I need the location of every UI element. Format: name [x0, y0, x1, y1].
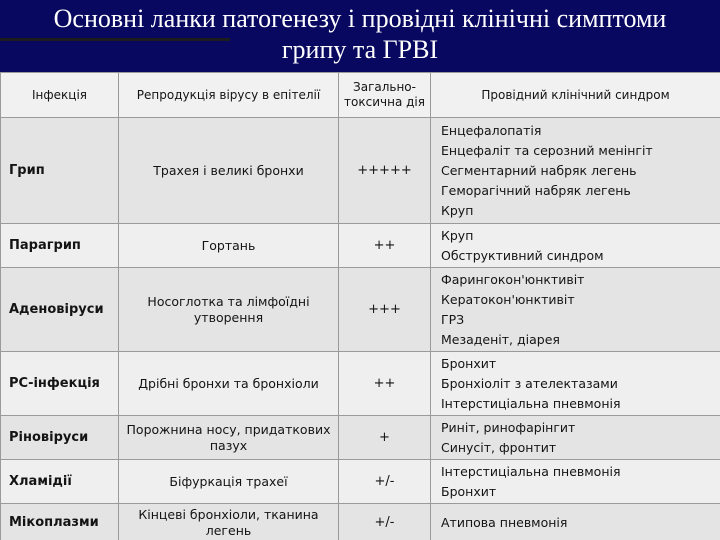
cell-reproduction: Гортань: [119, 224, 339, 268]
cell-infection: Мікоплазми: [1, 504, 119, 540]
cell-infection: Хламідії: [1, 460, 119, 504]
syndrome-item: Бронхит: [441, 483, 497, 499]
cell-syndrome: [431, 268, 720, 352]
table-row: [1, 352, 720, 416]
cell-toxic: ++: [339, 224, 431, 268]
cell-infection: Аденовіруси: [1, 268, 119, 352]
cell-syndrome: [431, 352, 720, 416]
table-header-row: [1, 73, 720, 118]
syndrome-item: Круп: [441, 202, 474, 218]
cell-toxic: +: [339, 416, 431, 460]
syndrome-item: Обструктивний синдром: [441, 247, 604, 263]
cell-reproduction: Дрібні бронхи та бронхіоли: [119, 352, 339, 416]
syndrome-item: Енцефаліт та серозний менінгіт: [441, 142, 653, 158]
cell-infection: РС-інфекція: [1, 352, 119, 416]
cell-syndrome: [431, 460, 720, 504]
cell-toxic: +++: [339, 268, 431, 352]
cell-syndrome: [431, 118, 720, 224]
cell-toxic: +/-: [339, 504, 431, 540]
header-toxic: [339, 73, 431, 118]
table-row: [1, 268, 720, 352]
syndrome-item: Круп: [441, 227, 474, 243]
syndrome-item: Риніт, ринофарінгит: [441, 419, 576, 435]
table-row: [1, 118, 720, 224]
table-body: [1, 118, 720, 540]
syndrome-item: Сегментарний набряк легень: [441, 162, 637, 178]
syndrome-item: Атипова пневмонія: [441, 514, 568, 530]
syndrome-item: Енцефалопатія: [441, 122, 542, 138]
syndrome-item: Мезаденіт, діарея: [441, 331, 560, 347]
header-toxic-line-2: токсична дія: [344, 95, 425, 109]
cell-infection: Грип: [1, 118, 119, 224]
pathogenesis-table: [0, 72, 720, 540]
syndrome-item: Геморагічний набряк легень: [441, 182, 631, 198]
table-row: [1, 416, 720, 460]
header-reproduction: Репродукція вірусу в епітелії: [119, 73, 339, 118]
syndrome-item: Бронхіоліт з ателектазами: [441, 375, 618, 391]
cell-infection: Парагрип: [1, 224, 119, 268]
table-row: [1, 460, 720, 504]
cell-reproduction: Порожнина носу, придаткових пазух: [119, 416, 339, 460]
cell-reproduction: Носоглотка та лімфоїдні утворення: [119, 268, 339, 352]
slide-title: [0, 0, 720, 68]
cell-syndrome: [431, 504, 720, 540]
syndrome-item: Синусіт, фронтит: [441, 439, 557, 455]
cell-reproduction: Трахея і великі бронхи: [119, 118, 339, 224]
syndrome-item: Фарингокон'юнктивіт: [441, 271, 585, 287]
cell-toxic: +/-: [339, 460, 431, 504]
cell-syndrome: [431, 224, 720, 268]
header-syndrome: Провідний клінічний синдром: [431, 73, 720, 118]
syndrome-item: Інтерстиціальна пневмонія: [441, 395, 621, 411]
cell-infection: Ріновіруси: [1, 416, 119, 460]
table-row: [1, 224, 720, 268]
syndrome-item: Кератокон'юнктивіт: [441, 291, 575, 307]
table-row: [1, 504, 720, 540]
title-line-2: грипу та ГРВІ: [281, 35, 439, 64]
cell-toxic: +++++: [339, 118, 431, 224]
syndrome-item: ГРЗ: [441, 311, 465, 327]
cell-reproduction: Біфуркація трахеї: [119, 460, 339, 504]
header-infection: Інфекція: [1, 73, 119, 118]
syndrome-item: Бронхит: [441, 355, 497, 371]
header-toxic-line-1: Загально-: [353, 80, 416, 94]
cell-toxic: ++: [339, 352, 431, 416]
title-line-1: Основні ланки патогенезу і провідні клінічні симптоми: [53, 4, 667, 33]
cell-syndrome: [431, 416, 720, 460]
table-container: [0, 72, 720, 540]
cell-reproduction: Кінцеві бронхіоли, тканина легень: [119, 504, 339, 540]
syndrome-item: Інтерстиціальна пневмонія: [441, 463, 621, 479]
